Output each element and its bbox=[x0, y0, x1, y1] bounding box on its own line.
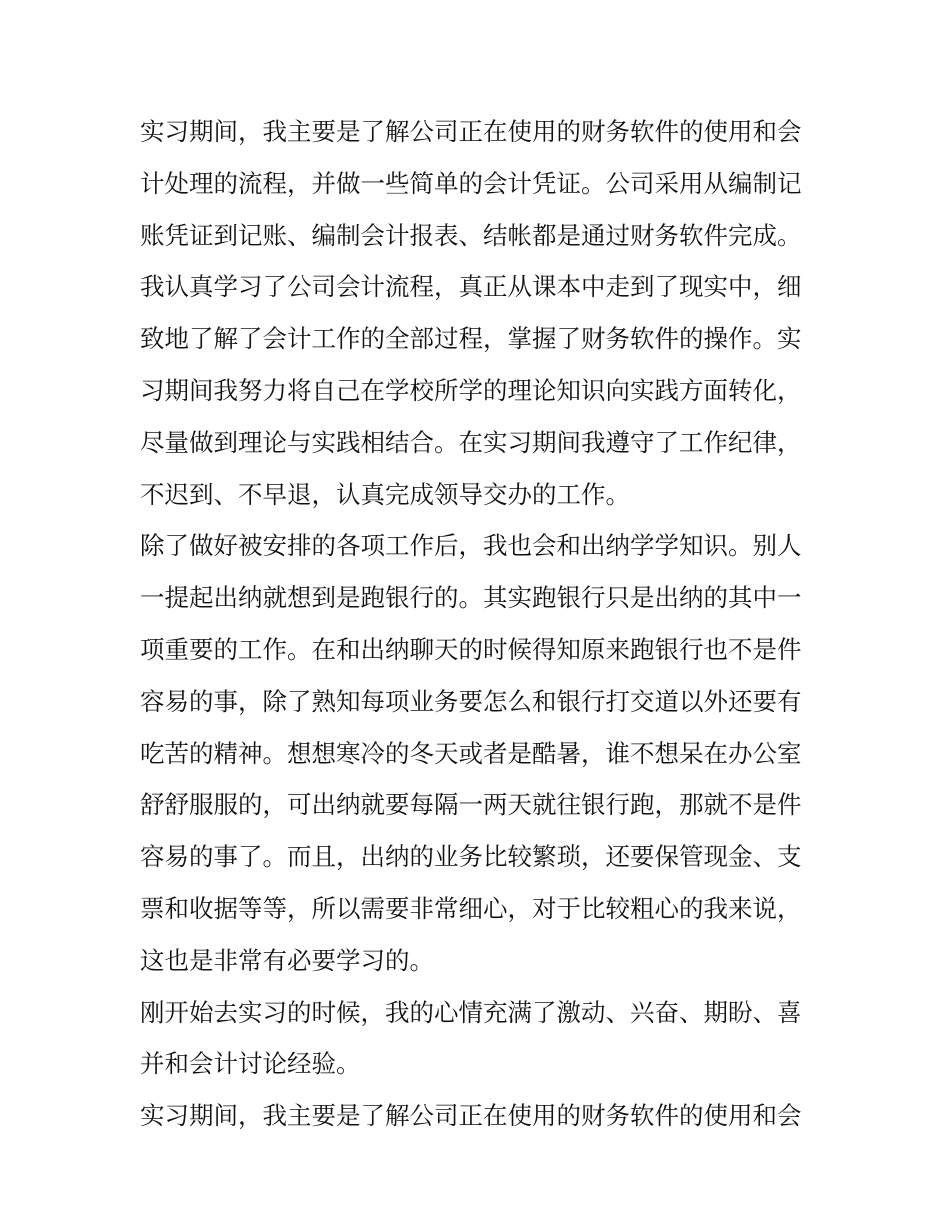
text-line: 容易的事，除了熟知每项业务要怎么和银行打交道以外还要有 bbox=[140, 686, 802, 716]
text-line: 实习期间，我主要是了解公司正在使用的财务软件的使用和会 bbox=[140, 1101, 802, 1131]
text-line: 一提起出纳就想到是跑银行的。其实跑银行只是出纳的其中一 bbox=[140, 583, 802, 613]
text-line: 实习期间，我主要是了解公司正在使用的财务软件的使用和会 bbox=[140, 117, 802, 146]
text-line: 容易的事了。而且，出纳的业务比较繁琐，还要保管现金、支 bbox=[140, 842, 802, 872]
text-line: 吃苦的精神。想想寒冷的冬天或者是酷暑，谁不想呆在办公室 bbox=[140, 738, 802, 768]
text-line: 这也是非常有必要学习的。 bbox=[140, 945, 434, 975]
text-line: 并和会计讨论经验。 bbox=[140, 1049, 361, 1079]
text-line: 习期间我努力将自己在学校所学的理论知识向实践方面转化， bbox=[140, 375, 802, 405]
body-text bbox=[140, 106, 820, 1142]
text-line: 致地了解了会计工作的全部过程，掌握了财务软件的操作。实 bbox=[140, 324, 802, 354]
text-line: 票和收据等等，所以需要非常细心，对于比较粗心的我来说， bbox=[140, 893, 802, 923]
text-line: 尽量做到理论与实践相结合。在实习期间我遵守了工作纪律， bbox=[140, 427, 802, 457]
text-line: 除了做好被安排的各项工作后，我也会和出纳学学知识。别人 bbox=[140, 531, 802, 561]
text-line: 我认真学习了公司会计流程，真正从课本中走到了现实中，细 bbox=[140, 272, 802, 302]
text-line: 舒舒服服的，可出纳就要每隔一两天就往银行跑，那就不是件 bbox=[140, 790, 802, 820]
text-line: 项重要的工作。在和出纳聊天的时候得知原来跑银行也不是件 bbox=[140, 634, 802, 664]
text-line: 计处理的流程，并做一些简单的会计凭证。公司采用从编制记 bbox=[140, 168, 802, 198]
text-line: 刚开始去实习的时候，我的心情充满了激动、兴奋、期盼、喜 bbox=[140, 997, 802, 1027]
text-line: 账凭证到记账、编制会计报表、结帐都是通过财务软件完成。 bbox=[140, 220, 802, 250]
text-line: 不迟到、不早退，认真完成领导交办的工作。 bbox=[140, 479, 630, 509]
